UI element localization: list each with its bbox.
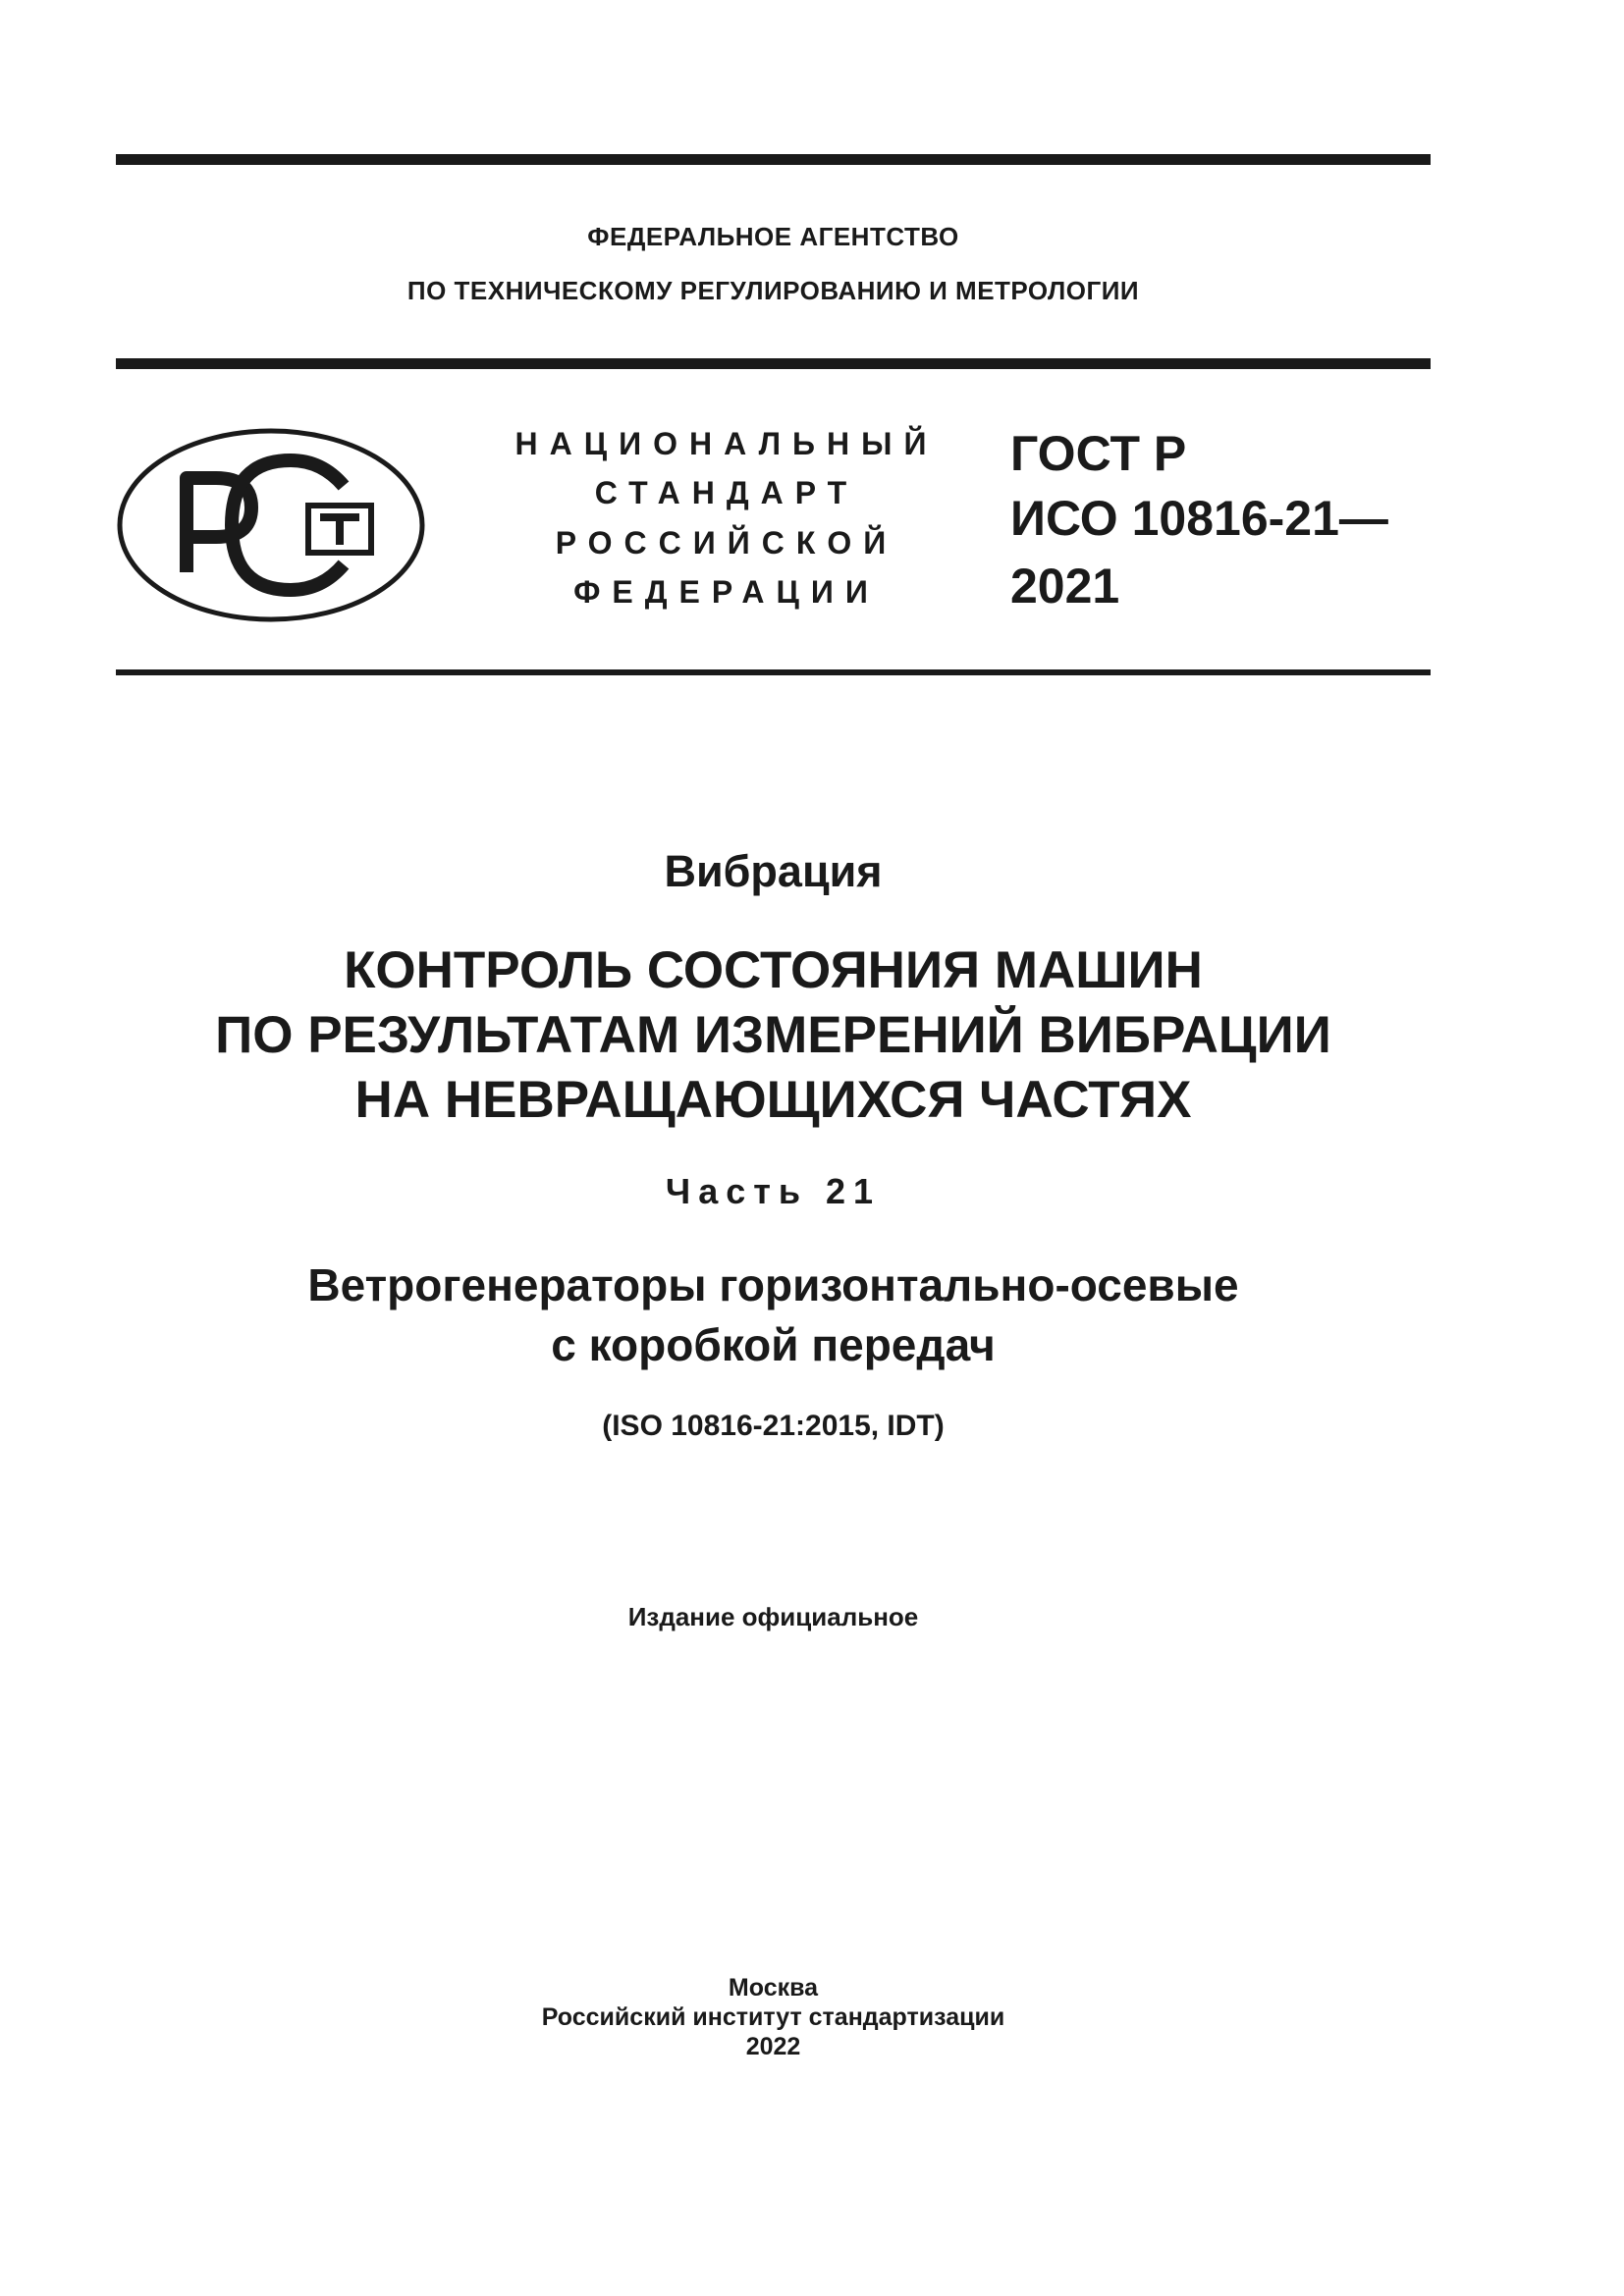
agency-name-line-1: ФЕДЕРАЛЬНОЕ АГЕНТСТВО [587, 222, 959, 251]
national-standard-line-1: НАЦИОНАЛЬНЫЙ [514, 426, 939, 461]
edition-note: Издание официальное [627, 1602, 919, 1631]
standard-designation-line-3: 2021 [1010, 559, 1120, 614]
top-rule [116, 154, 1431, 165]
standard-designation-line-1: ГОСТ Р [1010, 426, 1187, 481]
publication-year: 2022 [745, 2033, 801, 2060]
document-title-line-1: КОНТРОЛЬ СОСТОЯНИЯ МАШИН [344, 941, 1203, 999]
national-standard-line-3: РОССИЙСКОЙ [555, 525, 898, 561]
document-title-line-3: НА НЕВРАЩАЮЩИХСЯ ЧАСТЯХ [354, 1071, 1192, 1129]
gost-r-logo-icon [116, 427, 426, 623]
document-subtitle-line-1: Ветрогенераторы горизонтально-осевые [307, 1259, 1239, 1310]
document-subtitle-line-2: с коробкой передач [551, 1319, 996, 1370]
document-title-line-2: ПО РЕЗУЛЬТАТАМ ИЗМЕРЕНИЙ ВИБРАЦИИ [215, 1006, 1331, 1064]
iso-reference: (ISO 10816-21:2015, IDT) [602, 1410, 945, 1442]
publisher-city: Москва [728, 1974, 819, 2002]
agency-divider-rule [116, 358, 1431, 369]
document-part: Часть 21 [665, 1171, 882, 1211]
national-standard-line-2: СТАНДАРТ [594, 475, 859, 510]
national-standard-line-4: ФЕДЕРАЦИИ [573, 574, 880, 610]
standard-designation-line-2: ИСО 10816-21— [1010, 491, 1388, 546]
header-bottom-rule [116, 669, 1431, 675]
agency-name-line-2: ПО ТЕХНИЧЕСКОМУ РЕГУЛИРОВАНИЮ И МЕТРОЛОГИИ [406, 276, 1140, 305]
document-subject: Вибрация [664, 846, 883, 896]
publisher-name: Российский институт стандартизации [541, 2003, 1005, 2031]
